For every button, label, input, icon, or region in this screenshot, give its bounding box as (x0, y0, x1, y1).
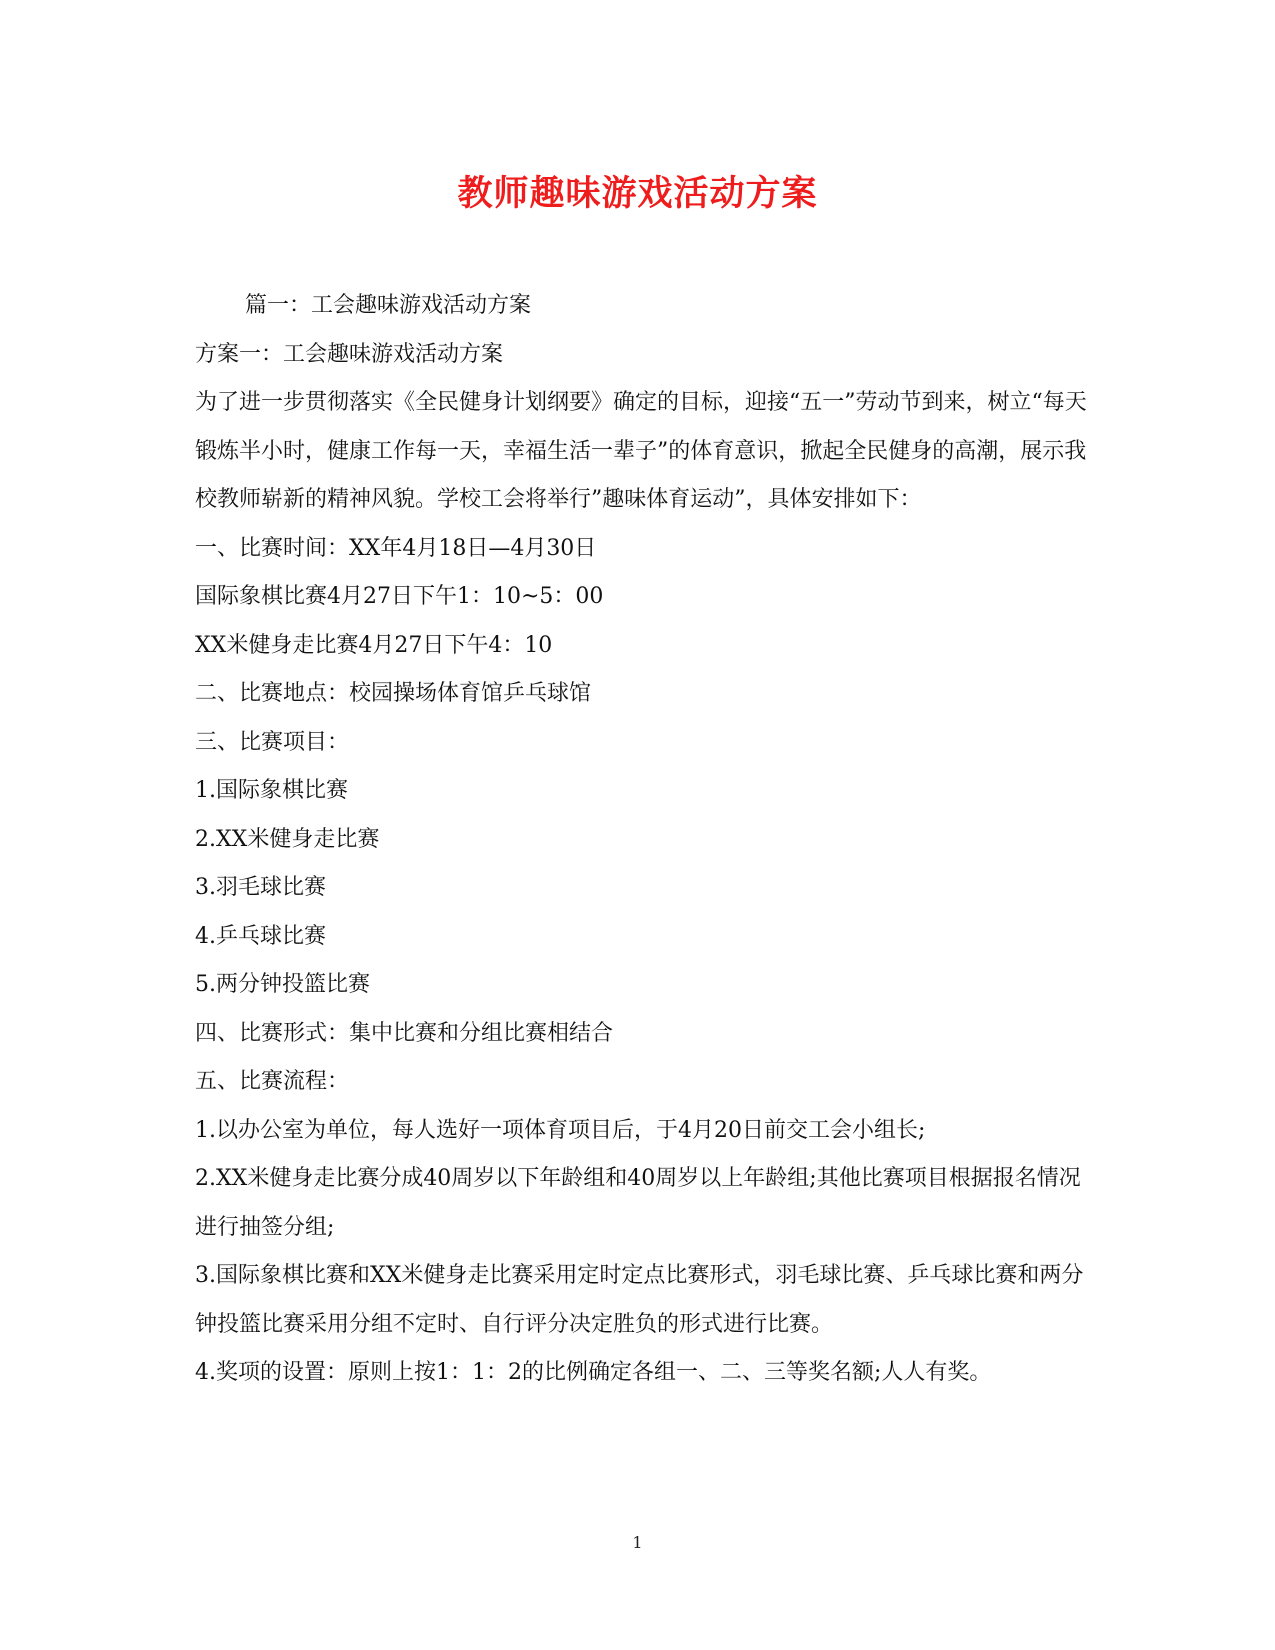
event-item: 4.乒乓球比赛 (195, 923, 326, 949)
chess-schedule: 国际象棋比赛4月27日下午1：10~5：00 (195, 584, 604, 609)
process-step: 3.国际象棋比赛和XX米健身走比赛采用定时定点比赛形式，羽毛球比赛、乒乓球比赛和两分钟投篮比赛采用分组不定时、自行评分决定胜负的形式进行比赛。 (195, 1263, 1084, 1337)
event-item: 5.两分钟投篮比赛 (195, 972, 370, 997)
document-body (195, 282, 1095, 1398)
events-heading: 三、比赛项目： (195, 729, 350, 755)
plan-heading: 方案一：工会趣味游戏活动方案 (195, 341, 504, 367)
intro-paragraph: 为了进一步贯彻落实《全民健身计划纲要》确定的目标，迎接“五一”劳动节到来，树立“每天锻炼半小时，健康工作每一天，幸福生活一辈子”的体育意识，掀起全民健身的高潮，展示我校教师崭新的精神风貌。学校工会将举行”趣味体育运动”，具体安排如下： (195, 390, 1087, 512)
competition-format: 四、比赛形式：集中比赛和分组比赛相结合 (195, 1020, 614, 1046)
process-step: 2.XX米健身走比赛分成40周岁以下年龄组和40周岁以上年龄组;其他比赛项目根据报名情况进行抽签分组; (195, 1166, 1081, 1240)
event-item: 1.国际象棋比赛 (195, 778, 348, 803)
walk-schedule: XX米健身走比赛4月27日下午4：10 (195, 632, 553, 658)
process-heading: 五、比赛流程： (195, 1069, 350, 1094)
process-step: 4.奖项的设置：原则上按1：1：2的比例确定各组一、二、三等奖名额;人人有奖。 (195, 1360, 992, 1385)
competition-time: 一、比赛时间：XX年4月18日—4月30日 (195, 535, 597, 561)
section-heading: 篇一：工会趣味游戏活动方案 (245, 293, 532, 318)
process-step: 1.以办公室为单位，每人选好一项体育项目后，于4月20日前交工会小组长; (195, 1117, 926, 1143)
event-item: 2.XX米健身走比赛 (195, 826, 380, 852)
competition-venue: 二、比赛地点：校园操场体育馆乒乓球馆 (195, 681, 592, 706)
document-title: 教师趣味游戏活动方案 (457, 173, 818, 214)
event-item: 3.羽毛球比赛 (195, 875, 326, 900)
page-number: 1 (632, 1533, 643, 1552)
